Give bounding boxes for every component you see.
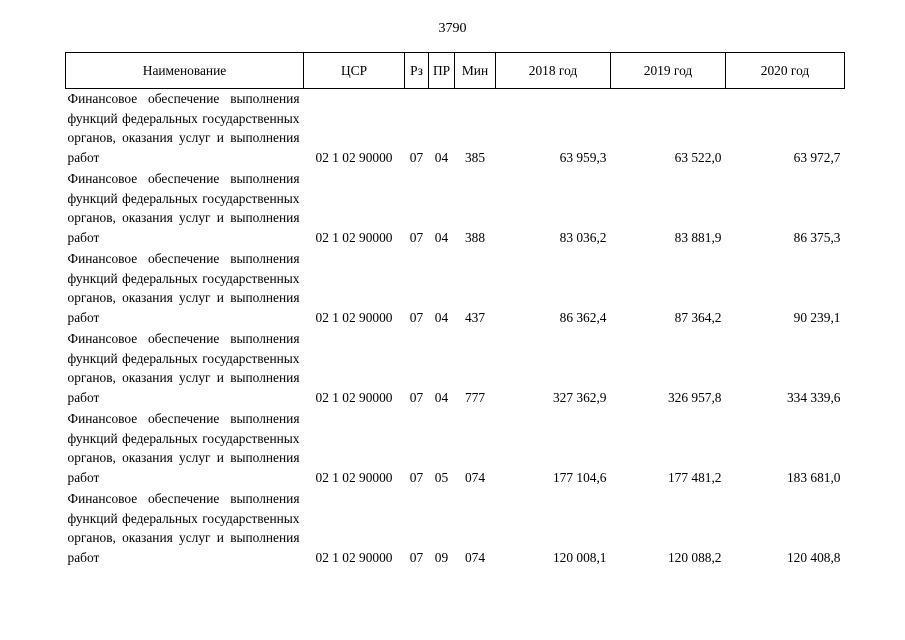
row-2020: 86 375,3 xyxy=(793,229,841,245)
header-csr: ЦСР xyxy=(304,53,405,89)
row-rz: 07 xyxy=(409,469,424,485)
row-min: 385 xyxy=(464,149,486,165)
row-name: Финансовое обеспечение выполнения функций федеральных государственных органов, оказания услуг и выполнения работ xyxy=(67,91,300,165)
row-2019: 63 522,0 xyxy=(674,149,722,165)
row-min: 388 xyxy=(464,229,486,245)
table-header xyxy=(66,53,845,89)
row-2020: 120 408,8 xyxy=(786,549,841,565)
table-row xyxy=(66,327,845,407)
row-csr: 02 1 02 90000 xyxy=(315,549,393,565)
row-csr: 02 1 02 90000 xyxy=(315,309,393,325)
row-pr: 04 xyxy=(434,389,449,405)
row-name: Финансовое обеспечение выполнения функций федеральных государственных органов, оказания услуг и выполнения работ xyxy=(67,331,300,405)
budget-table xyxy=(65,52,845,567)
table-row xyxy=(66,167,845,247)
row-2019: 326 957,8 xyxy=(667,389,722,405)
row-min: 777 xyxy=(464,389,486,405)
row-2018: 83 036,2 xyxy=(559,229,607,245)
page-number: 3790 xyxy=(438,21,467,36)
row-2018: 120 008,1 xyxy=(552,549,607,565)
row-rz: 07 xyxy=(409,309,424,325)
row-rz: 07 xyxy=(409,389,424,405)
row-2020: 90 239,1 xyxy=(793,309,841,325)
row-2018: 327 362,9 xyxy=(552,389,607,405)
row-min: 074 xyxy=(464,469,486,485)
table-row xyxy=(66,247,845,327)
row-min: 074 xyxy=(464,549,486,565)
header-min: Мин xyxy=(455,53,496,89)
row-rz: 07 xyxy=(409,149,424,165)
row-2020: 63 972,7 xyxy=(793,149,841,165)
row-name: Финансовое обеспечение выполнения функций федеральных государственных органов, оказания услуг и выполнения работ xyxy=(67,411,300,485)
row-name: Финансовое обеспечение выполнения функций федеральных государственных органов, оказания услуг и выполнения работ xyxy=(67,491,300,565)
row-csr: 02 1 02 90000 xyxy=(315,469,393,485)
row-2019: 177 481,2 xyxy=(667,469,722,485)
row-pr: 09 xyxy=(434,549,449,565)
row-pr: 04 xyxy=(434,309,449,325)
row-min: 437 xyxy=(464,309,486,325)
header-2020: 2020 год xyxy=(726,53,845,89)
row-2020: 183 681,0 xyxy=(786,469,841,485)
row-name: Финансовое обеспечение выполнения функций федеральных государственных органов, оказания услуг и выполнения работ xyxy=(67,171,300,245)
row-2019: 87 364,2 xyxy=(674,309,722,325)
table-body xyxy=(66,89,845,568)
row-csr: 02 1 02 90000 xyxy=(315,389,393,405)
row-2020: 334 339,6 xyxy=(786,389,841,405)
row-rz: 07 xyxy=(409,229,424,245)
table-row xyxy=(66,89,845,168)
row-2018: 86 362,4 xyxy=(559,309,607,325)
table-row xyxy=(66,407,845,487)
header-2019: 2019 год xyxy=(611,53,726,89)
row-name: Финансовое обеспечение выполнения функций федеральных государственных органов, оказания услуг и выполнения работ xyxy=(67,251,300,325)
row-pr: 04 xyxy=(434,229,449,245)
row-2018: 177 104,6 xyxy=(552,469,607,485)
table-row xyxy=(66,487,845,567)
header-pr: ПР xyxy=(429,53,455,89)
row-csr: 02 1 02 90000 xyxy=(315,149,393,165)
header-2018: 2018 год xyxy=(496,53,611,89)
row-2019: 83 881,9 xyxy=(674,229,722,245)
header-rz: Рз xyxy=(405,53,429,89)
header-name: Наименование xyxy=(66,53,304,89)
row-pr: 05 xyxy=(434,469,449,485)
row-rz: 07 xyxy=(409,549,424,565)
row-2019: 120 088,2 xyxy=(667,549,722,565)
row-csr: 02 1 02 90000 xyxy=(315,229,393,245)
header-row xyxy=(66,53,845,89)
row-pr: 04 xyxy=(434,149,449,165)
row-2018: 63 959,3 xyxy=(559,149,607,165)
